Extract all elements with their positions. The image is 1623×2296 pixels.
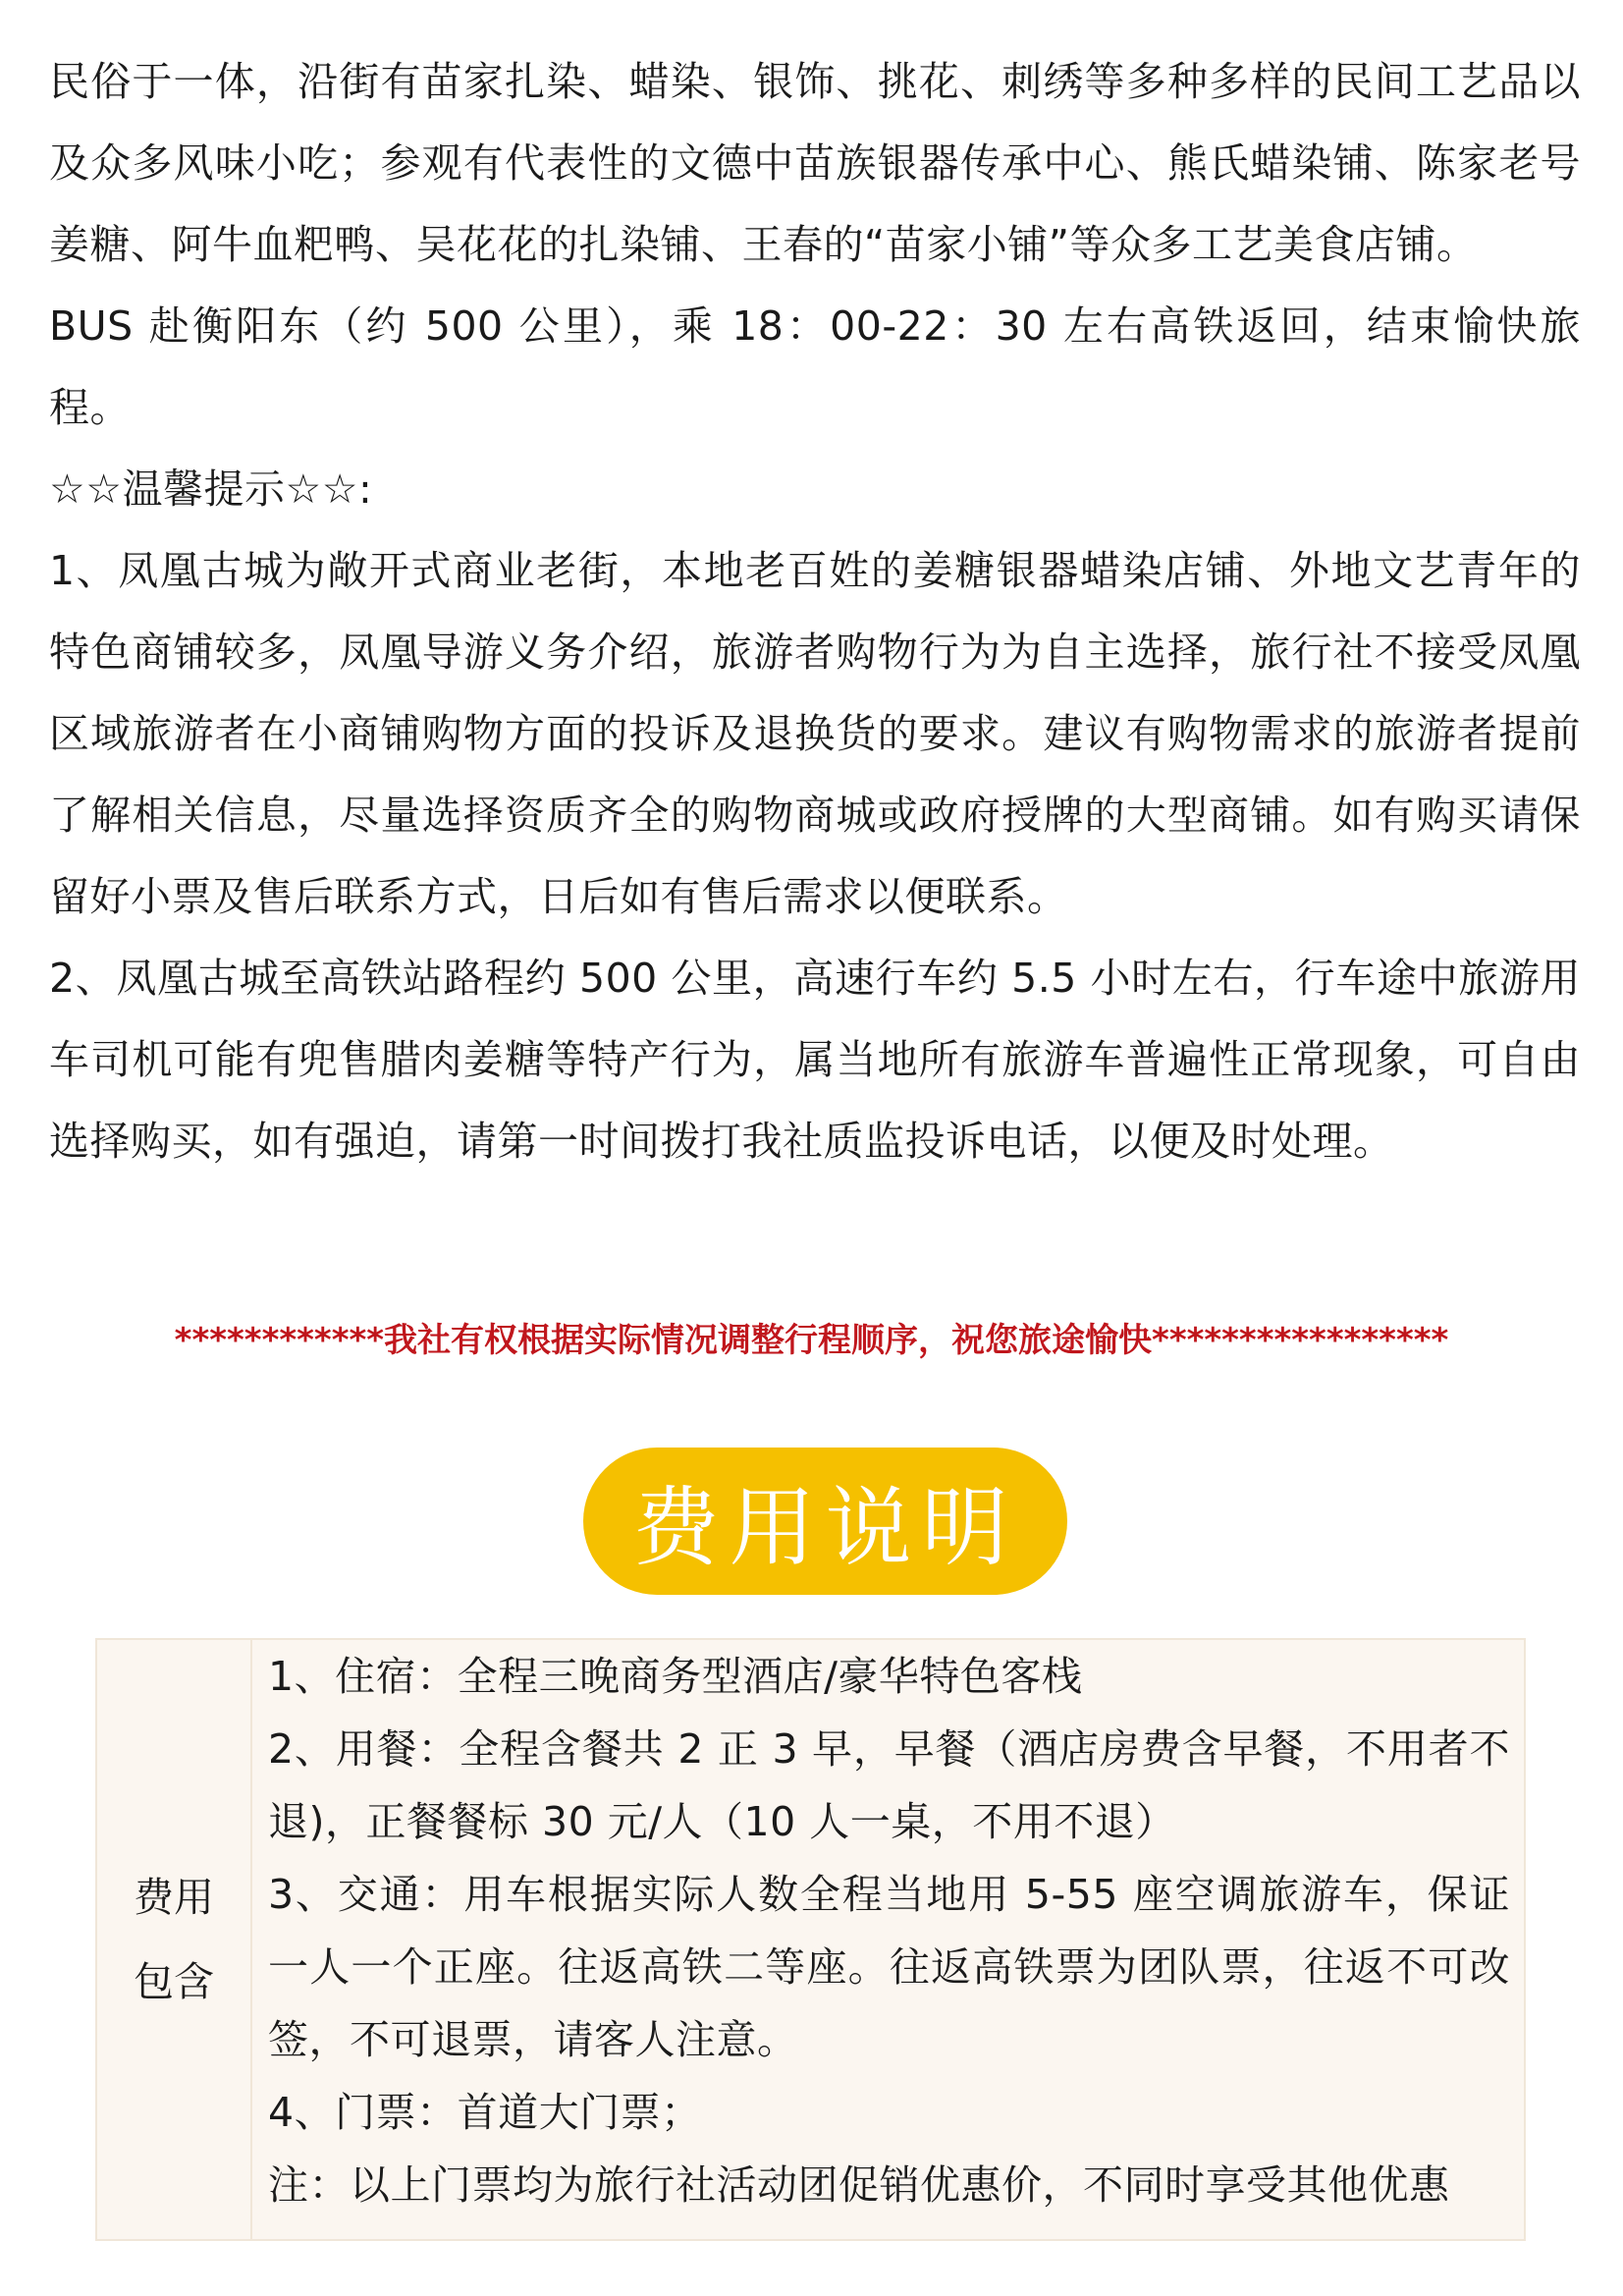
paragraph-intro: 民俗于一体，沿街有苗家扎染、蜡染、银饰、挑花、刺绣等多种多样的民间工艺品以及众多风味小吃；参观有代表性的文德中苗族银器传承中心、熊氏蜡染铺、陈家老号姜糖、阿牛血粑鸭、吴花花的扎染铺、王春的“苗家小铺”等众多工艺美食店铺。 [49,58,1581,268]
section-title: 费用说明 [632,1477,1018,1578]
tip-shopping: 1、凤凰古城为敞开式商业老街，本地老百姓的姜糖银器蜡染店铺、外地文艺青年的特色商铺较多，凤凰导游义务介绍，旅游者购物行为为自主选择，旅行社不接受凤凰区域旅游者在小商铺购物方面的投诉及退换货的要求。建议有购物需求的旅游者提前了解相关信息，尽量选择资质齐全的购物商城或政府授牌的大型商铺。如有购买请保留好小票及售后联系方式，日后如有售后需求以便联系。 [49,547,1581,920]
itinerary-notice: ************我社有权根据实际情况调整行程顺序，祝您旅途愉快***************** [174,1321,1449,1360]
fee-item-accommodation: 1、住宿：全程三晚商务型酒店/豪华特色客栈 [268,1653,1083,1700]
fee-item-note: 注：以上门票均为旅行社活动团促销优惠价，不同时享受其他优惠 [268,2161,1450,2209]
fee-table-label-cell [97,1640,252,2239]
fee-table-content-cell [252,1640,1524,2239]
paragraph-return: BUS 赴衡阳东（约 500 公里），乘 18：00-22：30 左右高铁返回，结束愉快旅程。 [49,302,1581,431]
fee-item-meals: 2、用餐：全程含餐共 2 正 3 早，早餐（酒店房费含早餐，不用者不退)，正餐餐标 30 元/人（10 人一桌，不用不退） [268,1725,1510,1845]
fee-table-label: 费用包含 [134,1874,214,2005]
itinerary-text [49,41,1581,1182]
fee-table [95,1638,1526,2241]
tip-transport: 2、凤凰古城至高铁站路程约 500 公里，高速行车约 5.5 小时左右，行车途中旅游用车司机可能有兜售腊肉姜糖等特产行为，属当地所有旅游车普遍性正常现象，可自由选择购买，如有强迫，请第一时间拨打我社质监投诉电话，以便及时处理。 [49,955,1581,1165]
tips-heading: ☆☆温馨提示☆☆: [49,465,373,513]
section-title-badge [583,1448,1067,1595]
fee-item-tickets: 4、门票：首道大门票； [268,2089,702,2136]
fee-item-transport: 3、交通：用车根据实际人数全程当地用 5-55 座空调旅游车，保证一人一个正座。往返高铁二等座。往返高铁票为团队票，往返不可改签，不可退票，请客人注意。 [268,1871,1510,2063]
